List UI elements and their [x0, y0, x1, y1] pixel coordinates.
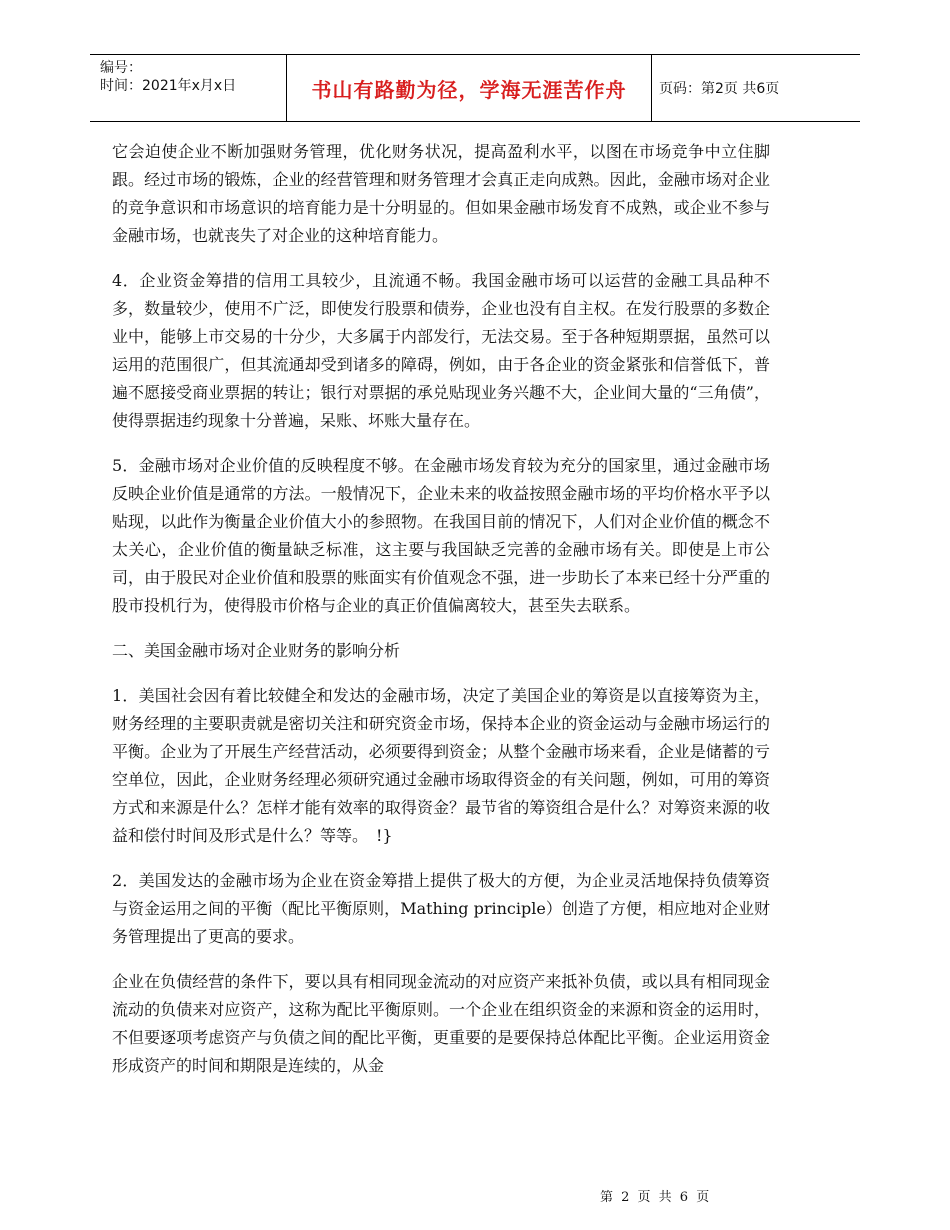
- paragraph-3: 5．金融市场对企业价值的反映程度不够。在金融市场发育较为充分的国家里，通过金融市场反映企业价值是通常的方法。一般情况下，企业未来的收益按照金融市场的平均价格水平予以贴现，以此作为衡量企业价值大小的参照物。在我国目前的情况下，人们对企业价值的概念不太关心，企业价值的衡量缺乏标准，这主要与我国缺乏完善的金融市场有关。即使是上市公司，由于股民对企业价值和股票的账面实有价值观念不强，进一步助长了本来已经十分严重的股市投机行为，使得股市价格与企业的真正价值偏离较大，甚至失去联系。: [112, 456, 770, 615]
- document-time-label: 时间：2021年x月x日: [100, 78, 237, 94]
- page-footer: 第 2 页 共 6 页: [600, 1190, 712, 1205]
- section-heading: 二、美国金融市场对企业财务的影响分析: [112, 641, 401, 660]
- paragraph-6: 企业在负债经营的条件下，要以具有相同现金流动的对应资产来抵补负债，或以具有相同现金流动的负债来对应资产，这称为配比平衡原则。一个企业在组织资金的来源和资金的运用时，不但要逐项考虑资产与负债之间的配比平衡，更重要的是要保持总体配比平衡。企业运用资金形成资产的时间和期限是连续的，从金: [112, 972, 770, 1075]
- paragraph-1: 它会迫使企业不断加强财务管理，优化财务状况，提高盈利水平，以图在市场竞争中立住脚跟。经过市场的锻炼，企业的经营管理和财务管理才会真正走向成熟。因此，金融市场对企业的竞争意识和市场意识的培育能力是十分明显的。但如果金融市场发育不成熟，或企业不参与金融市场，也就丧失了对企业的这种培育能力。: [112, 142, 770, 245]
- paragraph-4: 1．美国社会因有着比较健全和发达的金融市场，决定了美国企业的筹资是以直接筹资为主，财务经理的主要职责就是密切关注和研究资金市场，保持本企业的资金运动与金融市场运行的平衡。企业为了开展生产经营活动，必须要得到资金；从整个金融市场来看，企业是储蓄的亏空单位，因此，企业财务经理必须研究通过金融市场取得资金的有关问题，例如，可用的筹资方式和来源是什么？怎样才能有效率的取得资金？最节省的筹资组合是什么？对筹资来源的收益和偿付时间及形式是什么？等等。 !}: [112, 686, 770, 845]
- document-number-label: 编号：: [100, 60, 142, 76]
- page-header: [90, 54, 860, 122]
- paragraph-5: 2．美国发达的金融市场为企业在资金筹措上提供了极大的方便，为企业灵活地保持负债筹资与资金运用之间的平衡（配比平衡原则，Mathing principle）创造了方便，相应地对企业财务管理提出了更高的要求。: [112, 871, 770, 946]
- paragraph-2: 4．企业资金筹措的信用工具较少，且流通不畅。我国金融市场可以运营的金融工具品种不多，数量较少，使用不广泛，即使发行股票和债券，企业也没有自主权。在发行股票的多数企业中，能够上市交易的十分少，大多属于内部发行，无法交易。至于各种短期票据，虽然可以运用的范围很广，但其流通却受到诸多的障碍，例如，由于各企业的资金紧张和信誉低下，普遍不愿接受商业票据的转让；银行对票据的承兑贴现业务兴趣不大，企业间大量的“三角债”，使得票据违约现象十分普遍，呆账、坏账大量存在。: [112, 271, 770, 430]
- header-meta: [90, 55, 286, 121]
- header-page-number: 页码：第2页 共6页: [659, 81, 780, 97]
- document-body: [112, 138, 770, 1097]
- header-motto-cell: [286, 55, 652, 121]
- header-motto: 书山有路勤为径，学海无涯苦作舟: [311, 77, 627, 102]
